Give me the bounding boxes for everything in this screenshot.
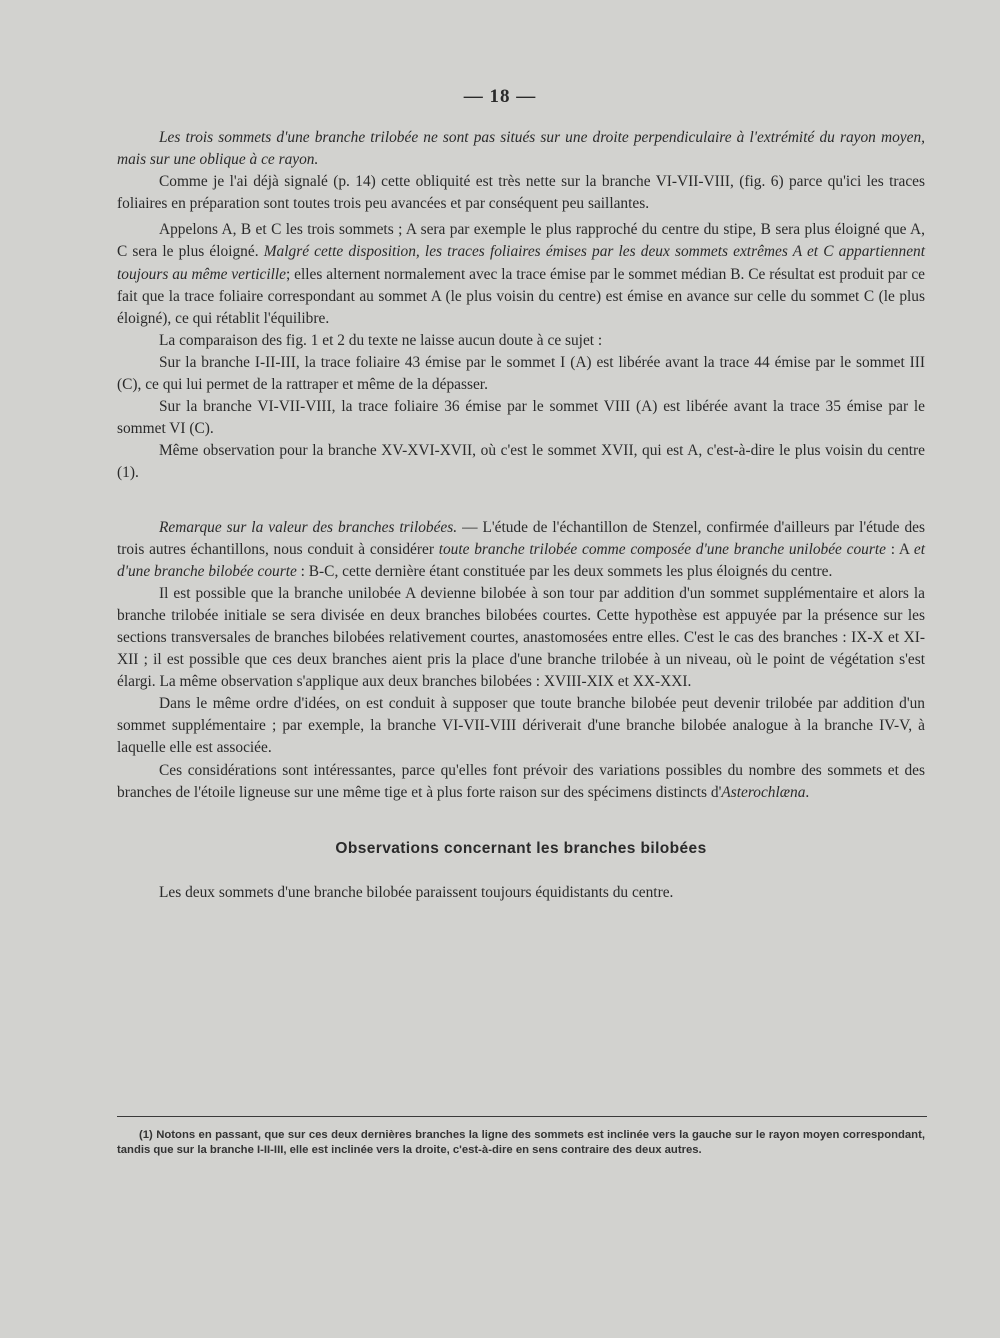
section-heading: Observations concernant les branches bilobées (335, 839, 707, 857)
paragraph-5: Sur la branche I-II-III, la trace foliaire 43 émise par le sommet I (A) est libérée avant la trace 44 émise par le sommet III (C), ce qui lui permet de la rattraper et même de la dépasser. (117, 353, 925, 394)
paragraph-4: La comparaison des fig. 1 et 2 du texte ne laisse aucun doute à ce sujet : (159, 331, 603, 349)
footnote-divider (117, 1116, 927, 1117)
paragraph-12: Les deux sommets d'une branche bilobée paraissent toujours équidistants du centre. (159, 883, 674, 901)
paragraph-3: Appelons A, B et C les trois sommets ; A sera par exemple le plus rapproché du centre du stipe, B sera plus éloigné que A, C sera le plus éloigné. Malgré cette disposition, les traces foliaires émises par les deux sommets extrêmes A et C appartiennent toujours au même verticille; elles alternent normalement avec la trace émise par le sommet médian B. Ce résultat est produit par ce fait que la trace foliaire correspondant au sommet A (le plus voisin du centre) est émise en avance sur celle du sommet C (le plus éloigné), ce qui rétablit l'équilibre. (117, 221, 926, 327)
page-number: — 18 — (463, 86, 537, 107)
paragraph-1 (117, 127, 925, 171)
paragraph-9: Il est possible que la branche unilobée A devienne bilobée à son tour par addition d'un sommet supplémentaire et alors la branche trilobée initiale se sera divisée en deux branches bilobées courtes. Cette hypothèse est appuyée par la présence sur les sections transversales de branches bilobées relativement courtes, anastomosées entre elles. C'est le cas des branches : IX-X et XI-XII ; il est possible que ces deux branches aient pris la place d'une branche trilobée à un niveau, où le point de végétation s'est élargi. La même observation s'applique aux deux branches bilobées : XVIII-XIX et XX-XXI. (117, 584, 925, 691)
paragraph-6: Sur la branche VI-VII-VIII, la trace foliaire 36 émise par le sommet VIII (A) est libérée avant la trace 35 émise par le sommet VI (C). (117, 398, 925, 438)
paragraph-10: Dans le même ordre d'idées, on est conduit à supposer que toute branche bilobée peut devenir trilobée par addition d'un sommet supplémentaire ; par exemple, la branche VI-VII-VIII dériverait d'une branche bilobée analogue à la branche IV-V, à laquelle elle est associée. (117, 695, 925, 757)
italic-statement: Les trois sommets d'une branche trilobée ne sont pas situés sur une droite perpendiculaire à l'extrémité du rayon moyen, mais sur une oblique à ce rayon. (117, 129, 925, 169)
paragraph-11: Ces considérations sont intéressantes, parce qu'elles font prévoir des variations possibles du nombre des sommets et des branches de l'étoile ligneuse sur une même tige et à plus forte raison sur des spécimens distincts d'Asterochlæna. (117, 761, 925, 801)
footnote-text: (1) Notons en passant, que sur ces deux dernières branches la ligne des sommets est inclinée vers la gauche sur le rayon moyen correspondant, tandis que sur la branche I-II-III, elle est inclinée vers la droite, c'est-à-dire en sens contraire des deux autres. (117, 1129, 925, 1156)
footnote (117, 1128, 925, 1157)
paragraph-remarque: Remarque sur la valeur des branches trilobées. — L'étude de l'échantillon de Stenzel, confirmée d'ailleurs par l'étude des trois autres échantillons, nous conduit à considérer toute branche trilobée comme composée d'une branche unilobée courte : A et d'une branche bilobée courte : B-C, cette dernière étant constituée par les deux sommets les plus éloignés du centre. (117, 518, 925, 580)
paragraph-7: Même observation pour la branche XV-XVI-XVII, où c'est le sommet XVII, qui est A, c'est-à-dire le plus voisin du centre (1). (117, 442, 925, 482)
paragraph-2: Comme je l'ai déjà signalé (p. 14) cette obliquité est très nette sur la branche VI-VII-VIII, (fig. 6) parce qu'ici les traces foliaires en préparation sont toutes trois peu avancées et par conséquent peu saillantes. (117, 173, 925, 213)
body-text (117, 127, 925, 904)
